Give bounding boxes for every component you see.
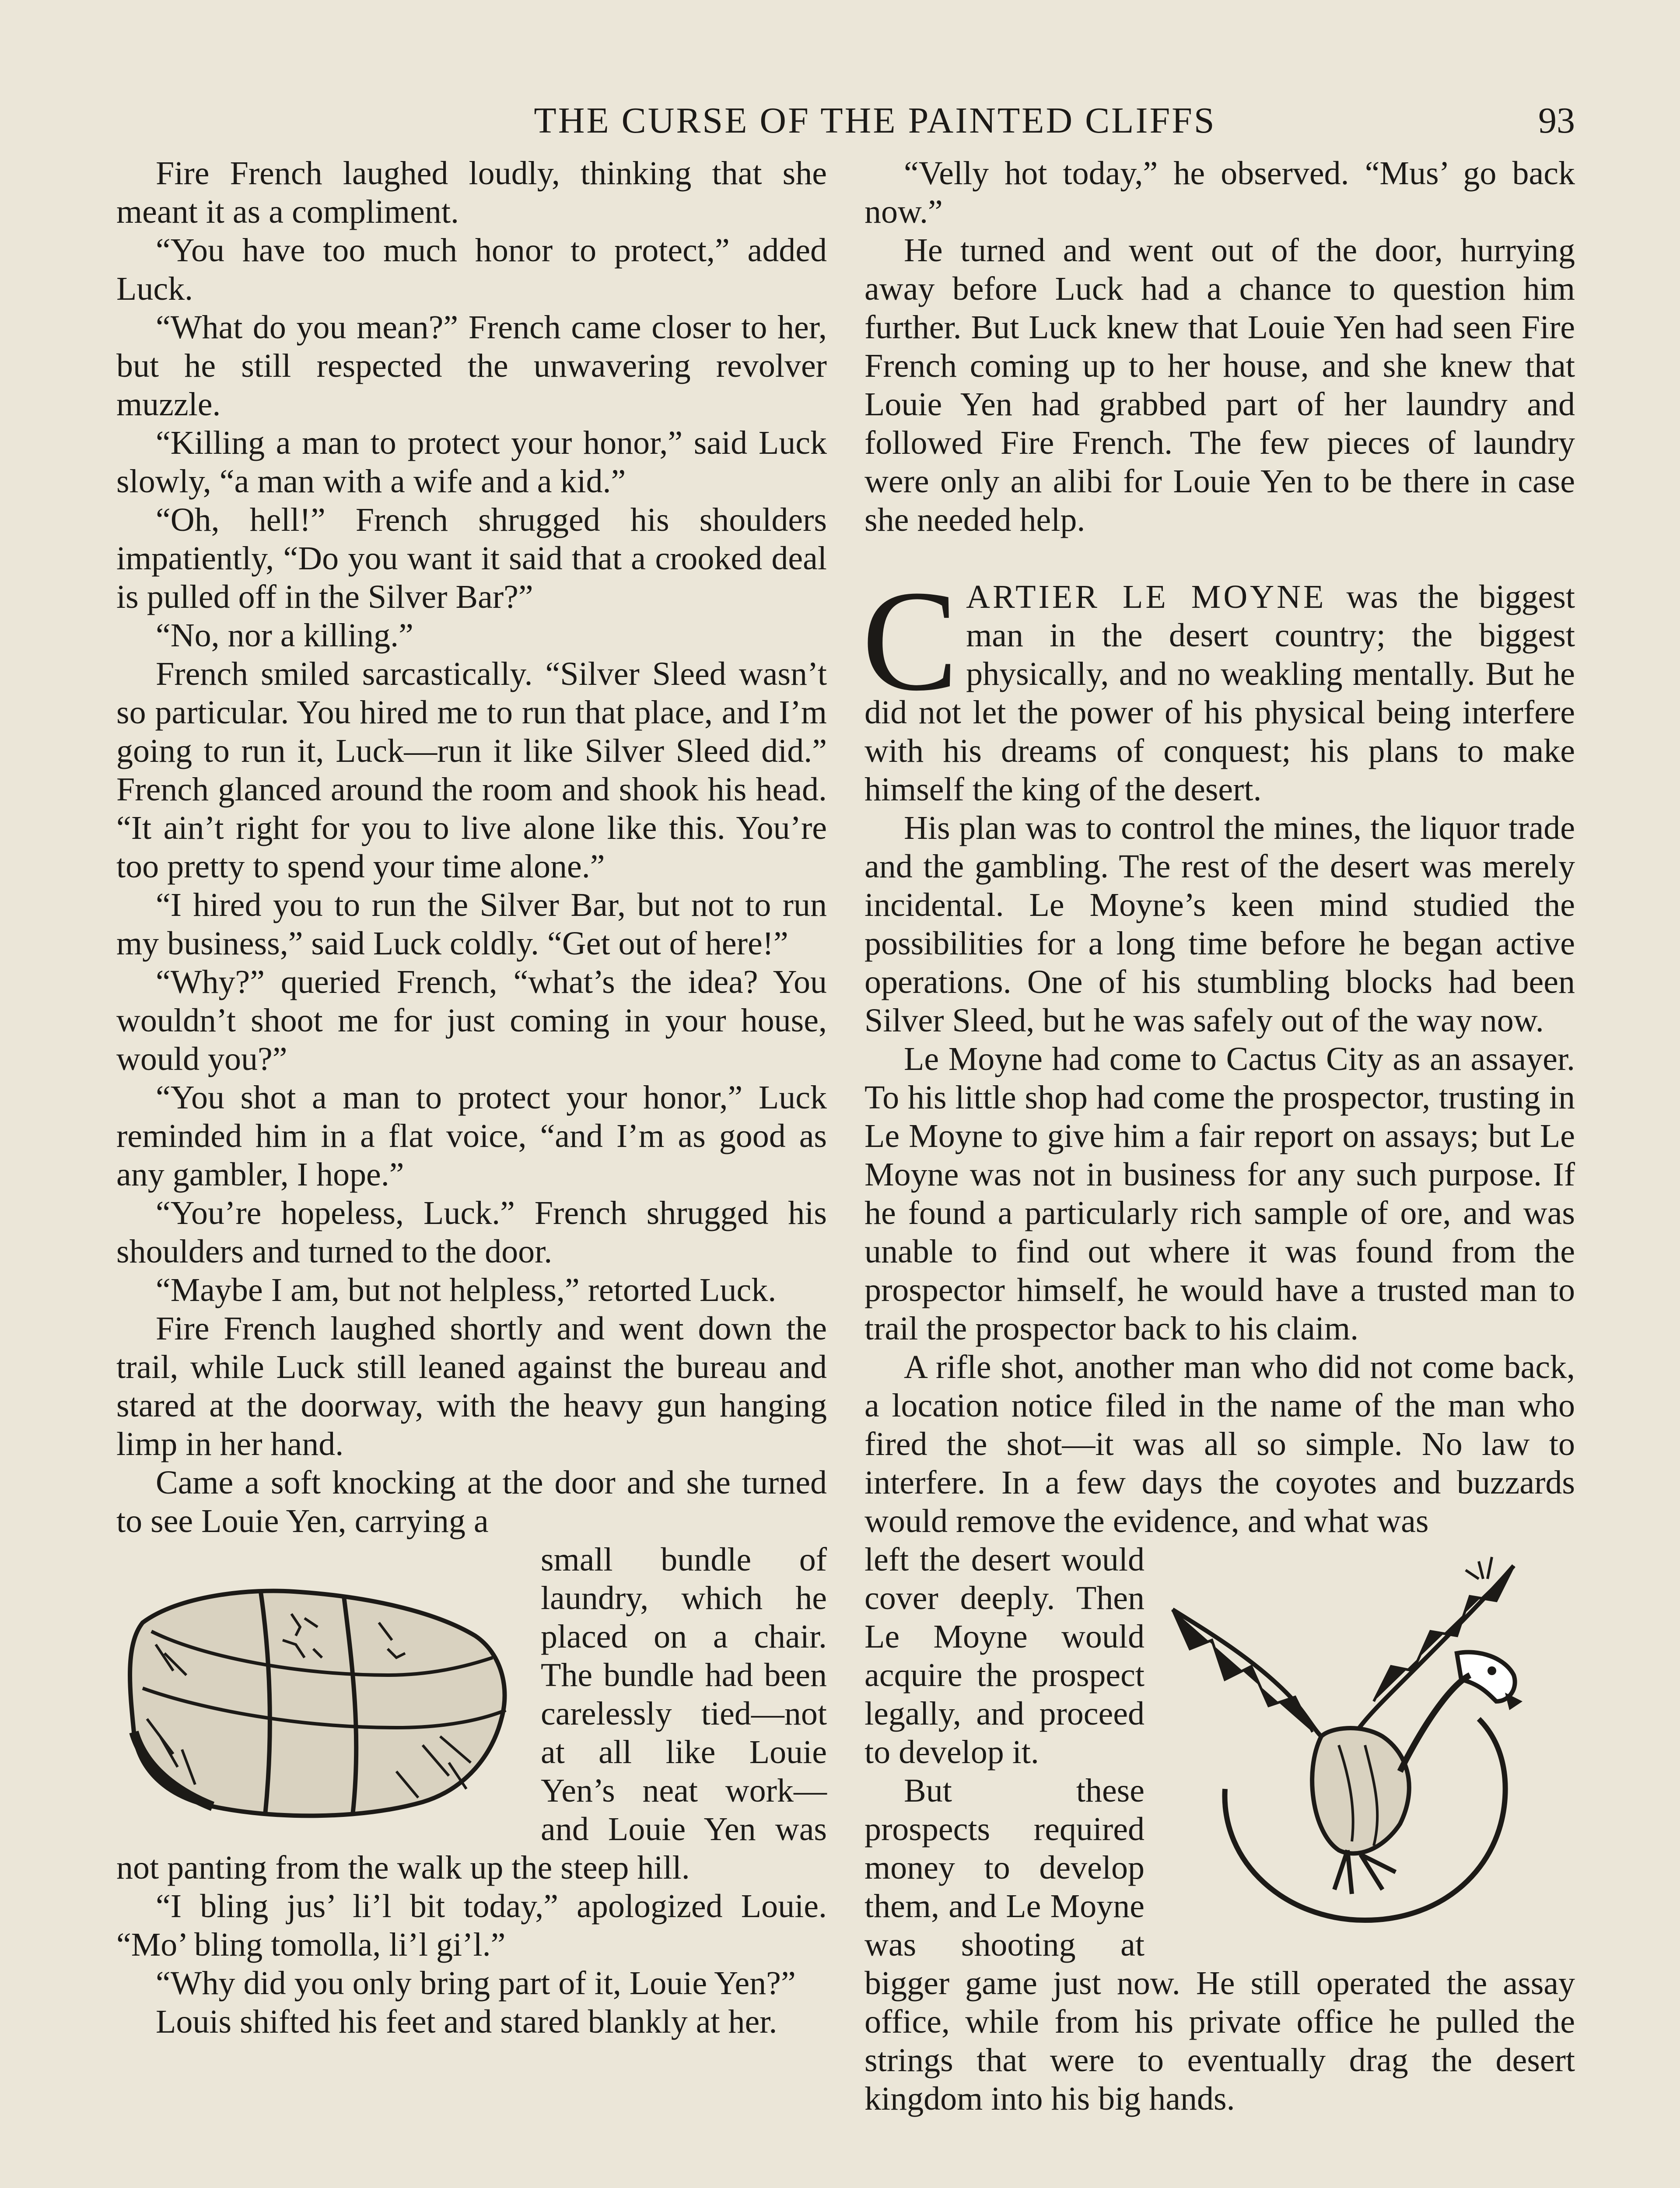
paragraph: But these prospects required money to develop them, and Le Moyne was shooting at bigger game just now. He still operated the assay office, while from his private office he pulled the strings that were to eventually drag the desert kingdom into his big hands.: [864, 1772, 1575, 2117]
page-number: 93: [1538, 100, 1575, 141]
paragraph: Came a soft knocking at the door and she turned to see Louie Yen, carrying a: [116, 1464, 827, 1539]
paragraph: “I hired you to run the Silver Bar, but not to run my business,” said Luck coldly. “Get out of here!”: [116, 887, 827, 962]
paragraph: His plan was to control the mines, the liquor trade and the gambling. The rest of the desert was merely incidental. Le Moyne’s keen mind studied the possibilities for a long time before he began active operations. One of his stumbling blocks had been Silver Sleed, but he was safely out of the way now.: [864, 810, 1575, 1039]
paragraph: “You’re hopeless, Luck.” French shrugged his shoulders and turned to the door.: [116, 1195, 827, 1270]
paragraph: He turned and went out of the door, hurrying away before Luck had a chance to question him further. But Luck knew that Louie Yen had seen Fire French coming up to her house, and she knew that Louie Yen had grabbed part of her laundry and followed Fire French. The few pieces of laundry were only an alibi for Louie Yen to be there in case she needed help.: [864, 232, 1575, 538]
paragraph: “Killing a man to protect your honor,” said Luck slowly, “a man with a wife and a kid.”: [116, 424, 827, 500]
left-column: [116, 154, 827, 2041]
paragraph: “You have too much honor to protect,” added Luck.: [116, 232, 827, 307]
paragraph: “I bling jus’ li’l bit today,” apologized Louie. “Mo’ bling tomolla, li’l gi’l.”: [116, 1888, 827, 1963]
paragraph: “Why did you only bring part of it, Louie Yen?”: [156, 1965, 796, 2002]
paragraph: “Why?” queried French, “what’s the idea? You wouldn’t shoot me for just coming in your house, would you?”: [116, 964, 827, 1077]
paragraph: “Velly hot today,” he observed. “Mus’ go back now.”: [864, 155, 1575, 230]
eagle-in-circle-drawing: [1155, 1544, 1575, 1946]
section-opening-paragraph: [862, 561, 1575, 809]
section-break: [864, 539, 1575, 578]
page-header: [118, 95, 1575, 147]
right-column: [864, 154, 1575, 2118]
paragraph: “Maybe I am, but not helpless,” retorted Luck.: [156, 1272, 777, 1308]
paragraph: French smiled sarcastically. “Silver Sleed wasn’t so particular. You hired me to run that place, and I’m going to run it, Luck—run it like Silver Sleed did.” French glanced around the room and shook his head. “It ain’t right for you to live alone like this. You’re too pretty to spend your time alone.”: [116, 656, 827, 885]
paragraph: Louis shifted his feet and stared blankly at her.: [156, 2003, 777, 2040]
paragraph: Fire French laughed loudly, thinking that she meant it as a compliment.: [116, 155, 827, 230]
paragraph: small bundle of laundry, which he placed on a chair. The bundle had been carelessly tied—not at all like Louie Yen’s neat work—and Louie Yen was not panting from the walk up the steep hill.: [116, 1541, 827, 1886]
paragraph: “Oh, hell!” French shrugged his shoulders impatiently, “Do you want it said that a crooked deal is pulled off in the Silver Bar?”: [116, 501, 827, 615]
laundry-bundle-drawing: [116, 1544, 528, 1824]
drop-cap: C: [862, 561, 959, 721]
paragraph: Fire French laughed shortly and went down the trail, while Luck still leaned against the bureau and stared at the doorway, with the heavy gun hanging limp in her hand.: [116, 1310, 827, 1462]
paragraph: “You shot a man to protect your honor,” Luck reminded him in a flat voice, “and I’m as good as any gambler, I hope.”: [116, 1079, 827, 1193]
opening-caps: ARTIER LE MOYNE: [966, 579, 1326, 615]
laundry-bundle-illustration: [116, 1544, 528, 1824]
paragraph: left the desert would cover deeply. Then Le Moyne would acquire the prospect legally, and proceed to develop it.: [864, 1541, 1144, 1771]
running-title: THE CURSE OF THE PAINTED CLIFFS: [534, 100, 1216, 141]
paragraph: Le Moyne had come to Cactus City as an assayer. To his little shop had come the prospector, trusting in Le Moyne to give him a fair report on assays; but Le Moyne was not in business for any such purpose. If he found a particularly rich sample of ore, and was unable to find out where it was found from the prospector himself, he would have a trusted man to trail the prospector back to his claim.: [864, 1041, 1575, 1347]
eagle-illustration: [1155, 1544, 1575, 1946]
paragraph: A rifle shot, another man who did not come back, a location notice filed in the name of the man who fired the shot—it was all so simple. No law to interfere. In a few days the coyotes and buzzards would remove the evidence, and what was: [864, 1349, 1575, 1539]
opening-text: was the biggest man in the desert country; the biggest physically, and no weakling mentally. But he did not let the power of his physical being interfere with his dreams of conquest; his plans to make himself the king of the desert.: [864, 579, 1575, 808]
paragraph: “No, nor a killing.”: [156, 617, 413, 654]
paragraph: “What do you mean?” French came closer to her, but he still respected the unwavering revolver muzzle.: [116, 309, 827, 423]
